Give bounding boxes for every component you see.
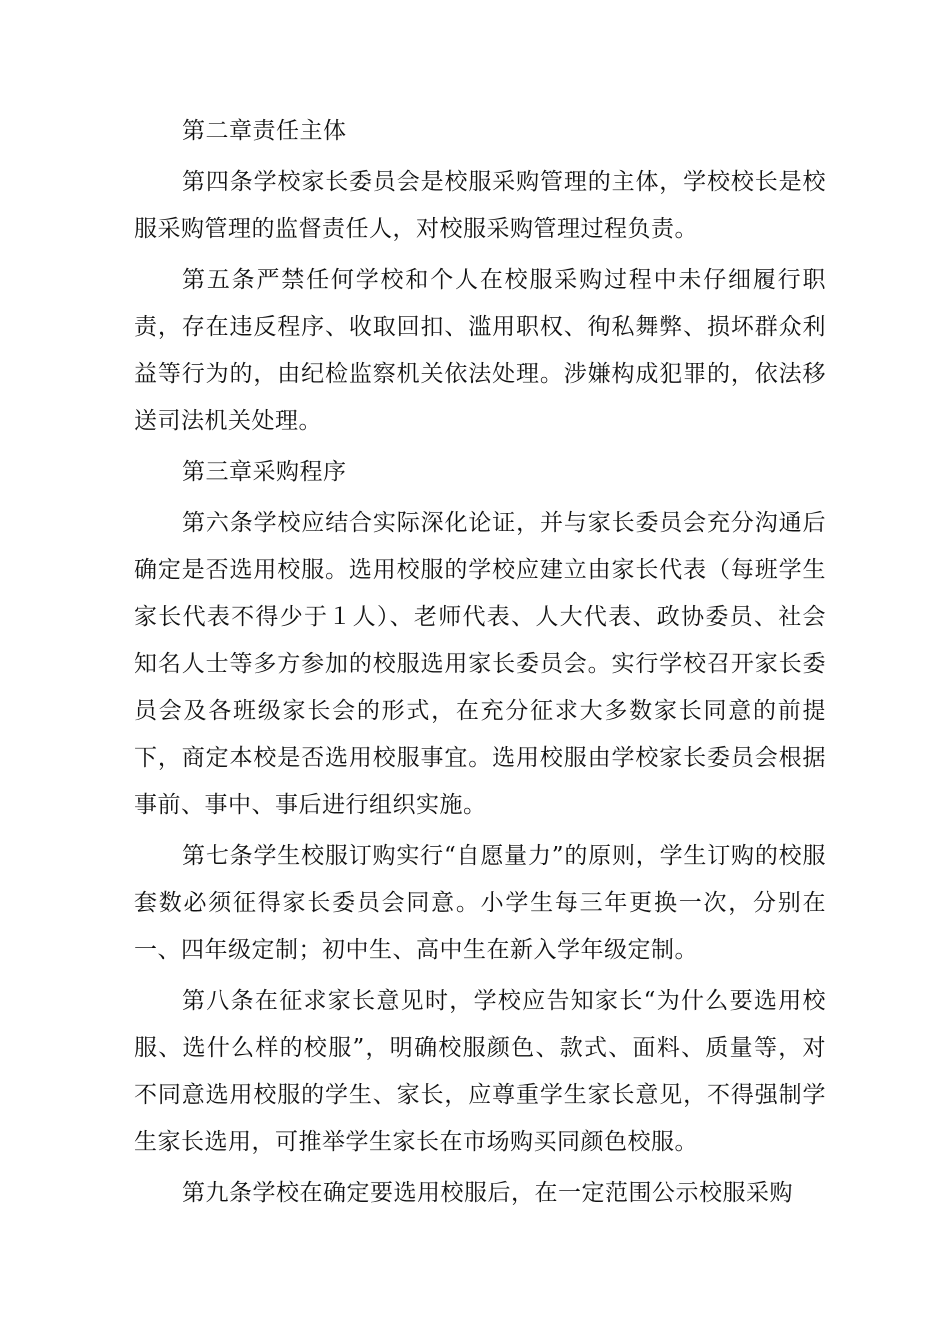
article-5: 第五条严禁任何学校和个人在校服采购过程中未仔细履行职责，存在违反程序、收取回扣、滥用职权、徇私舞弊、损坏群众利益等行为的，由纪检监察机关依法处理。涉嫌构成犯罪的，依法移送司法机关处理。 bbox=[134, 267, 826, 434]
article-4: 第四条学校家长委员会是校服采购管理的主体，学校校长是校服采购管理的监督责任人，对校服采购管理过程负责。 bbox=[134, 169, 826, 242]
article-6: 第六条学校应结合实际深化论证，并与家长委员会充分沟通后确定是否选用校服。选用校服的学校应建立由家长代表（每班学生家长代表不得少于１人）、老师代表、人大代表、政协委员、社会知名人士等多方参加的校服选用家长委员会。实行学校召开家长委员会及各班级家长会的形式，在充分征求大多数家长同意的前提下，商定本校是否选用校服事宜。选用校服由学校家长委员会根据事前、事中、事后进行组织实施。 bbox=[134, 510, 826, 818]
article-8: 第八条在征求家长意见时，学校应告知家长“为什么要选用校服、选什么样的校服”，明确校服颜色、款式、面料、质量等，对不同意选用校服的学生、家长，应尊重学生家长意见，不得强制学生家长选用，可推举学生家长在市场购买同颜色校服。 bbox=[134, 988, 826, 1155]
chapter-heading-3: 第三章采购程序 bbox=[182, 459, 347, 485]
article-7: 第七条学生校服订购实行“自愿量力”的原则，学生订购的校服套数必须征得家长委员会同意。小学生每三年更换一次，分别在一、四年级定制；初中生、高中生在新入学年级定制。 bbox=[134, 843, 826, 963]
chapter-heading-2: 第二章责任主体 bbox=[182, 118, 347, 144]
article-9: 第九条学校在确定要选用校服后，在一定范围公示校服采购 bbox=[182, 1180, 793, 1206]
document-body bbox=[134, 108, 826, 1221]
